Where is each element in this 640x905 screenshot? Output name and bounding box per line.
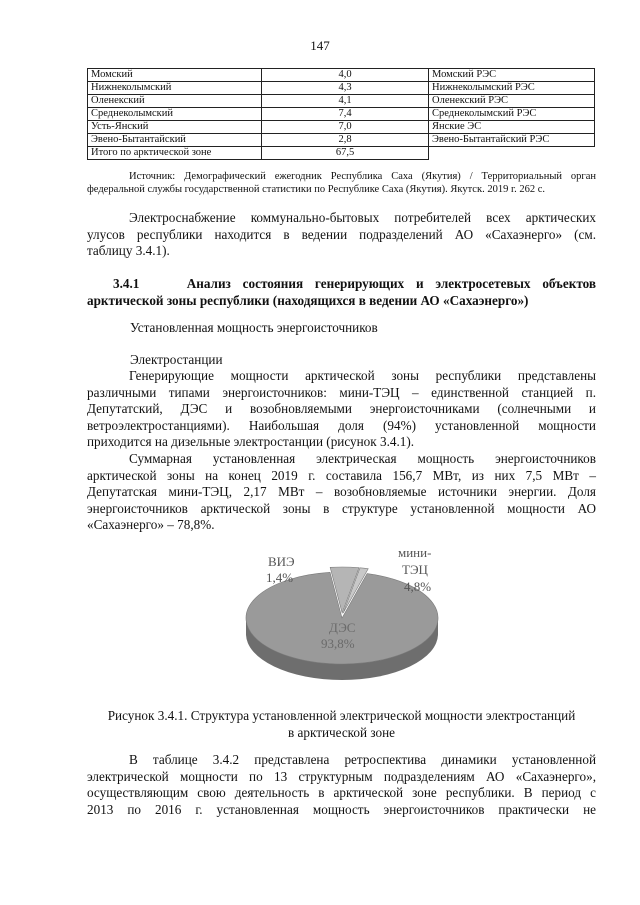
para2-line-3: Депутатский, ДЭС и возобновляемыми энергоисточниками (солнечными и [87,401,596,416]
cell-unit: Оленекский РЭС [429,95,595,108]
cell-value: 4,3 [262,82,429,95]
para2-line-1: Генерирующие мощности арктической зоны республики представлены [129,368,596,383]
cell-region: Нижнеколымский [88,82,262,95]
cell-region: Оленекский [88,95,262,108]
data-table [87,68,595,160]
paragraph-table-342 [87,752,596,818]
cell-value: 7,4 [262,108,429,121]
section-title-line-1: Анализ состояния генерирующих и электросетевых объектов [186,276,597,291]
para1-line-1: Электроснабжение коммунально-бытовых потребителей всех арктических [129,210,596,225]
para4-line-2: электрической мощности по 13 структурным подразделениям АО «Сахаэнерго», [87,768,596,784]
para3-line-3: Депутатская мини-ТЭЦ, 2,17 МВт – возобновляемые источники энергии. Доля [87,484,596,499]
table-row [88,134,595,147]
cell-region: Среднеколымский [88,108,262,121]
cell-total-value: 67,5 [262,147,429,160]
para1-line-2: улусов республики находится в ведении подразделений АО «Сахаэнерго» (см. [87,226,596,242]
pie-chart [230,540,460,695]
para1-line-3: таблицу 3.4.1). [87,243,170,258]
cell-empty [429,147,595,160]
label-mini-tec-name-2: ТЭЦ [402,562,428,577]
page-number: 147 [310,38,330,53]
caption-line-2: в арктической зоне [287,725,395,740]
cell-unit: Янские ЭС [429,121,595,134]
paragraph-generating-capacity [87,368,596,451]
subheading-power-plants: Электростанции [130,352,223,367]
cell-unit: Среднеколымский РЭС [429,108,595,121]
table-row [88,121,595,134]
cell-value: 2,8 [262,134,429,147]
table-total-row [88,147,595,160]
table-row [88,108,595,121]
table-row [88,95,595,108]
table-source-note [87,170,596,196]
para4-line-4: 2013 по 2016 г. установленная мощность энергоисточников практически не [87,801,596,817]
paragraph-electric-supply [87,210,596,260]
para4-line-3: осуществляющим свою деятельность в арктической зоне республики. В период с [87,785,596,800]
para3-line-1: Суммарная установленная электрическая мощность энергоисточников [129,451,596,466]
cell-value: 4,1 [262,95,429,108]
table-row [88,69,595,82]
source-line-1: Источник: Демографический ежегодник Республика Саха (Якутия) / Территориальный орган [129,171,596,182]
label-des-value: 93,8% [321,636,355,651]
label-des-name: ДЭС [329,620,356,635]
cell-total-label: Итого по арктической зоне [88,147,262,160]
cell-unit: Момский РЭС [429,69,595,82]
subheading-installed-capacity: Установленная мощность энергоисточников [130,320,378,335]
cell-value: 4,0 [262,69,429,82]
section-heading [87,275,596,309]
label-mini-tec-name-1: мини- [398,545,432,560]
para2-line-5: приходится на дизельные электростанции (рисунок 3.4.1). [87,434,415,449]
figure-caption [87,707,596,741]
table-row [88,82,595,95]
label-mini-tec-value: 4,8% [404,579,432,594]
para3-line-2: арктической зоны на конец 2019 г. составила 156,7 МВт, из них 7,5 МВт – [87,467,596,483]
caption-line-1: Рисунок 3.4.1. Структура установленной электрической мощности электростанций [107,708,576,723]
cell-region: Усть-Янский [88,121,262,134]
source-line-2: федеральной службы государственной статистики по Республике Саха (Якутия). Якутск. 2019 г. 262 с. [87,184,545,195]
label-vie-name: ВИЭ [268,554,295,569]
cell-region: Момский [88,69,262,82]
para2-line-2: различными типами энергоисточников: мини-ТЭЦ – единственной станцией п. [87,384,596,400]
cell-region: Эвено-Бытантайский [88,134,262,147]
paragraph-total-capacity [87,451,596,534]
para4-line-1: В таблице 3.4.2 представлена ретроспектива динамики установленной [129,752,596,767]
section-number: 3.4.1 [113,276,140,291]
para3-line-4: энергоисточников арктической зоны в структуре установленной мощности АО [87,500,596,516]
para2-line-4: ветроэлектростанциями). Наибольшая доля (94%) установленной мощности [87,417,596,433]
cell-value: 7,0 [262,121,429,134]
cell-unit: Эвено-Бытантайский РЭС [429,134,595,147]
para3-line-5: «Сахаэнерго» – 78,8%. [87,517,215,532]
label-vie-value: 1,4% [266,570,294,585]
section-title-line-2: арктической зоны республики (находящихся в ведении АО «Сахаэнерго») [87,293,529,308]
cell-unit: Нижнеколымский РЭС [429,82,595,95]
